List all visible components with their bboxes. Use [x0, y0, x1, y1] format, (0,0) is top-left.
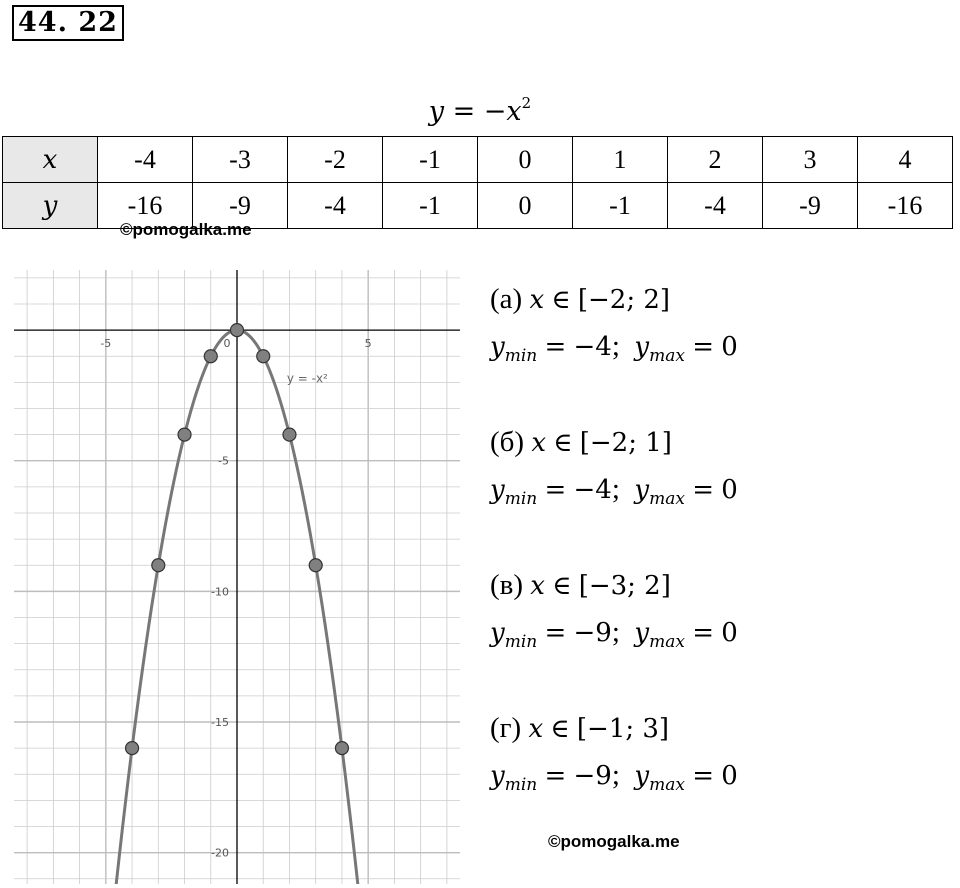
data-point — [283, 428, 296, 441]
answer-extrema: $y_{min} = -4$; $y_{max} = 0$ — [490, 473, 738, 509]
data-point — [231, 324, 244, 337]
answer-interval: (в) x ∈ [−3; 2] — [490, 569, 671, 601]
interval-value: [−1; 3] — [576, 714, 670, 744]
ymax-value: 0 — [721, 761, 738, 791]
function-formula — [0, 94, 960, 127]
ymax-value: 0 — [721, 475, 738, 505]
ymax-value: 0 — [721, 618, 738, 648]
interval-value: [−2; 2] — [577, 285, 671, 315]
table-cell: -1 — [383, 137, 478, 183]
table-cell: -9 — [193, 183, 288, 229]
answer-extrema: $y_{min} = -4$; $y_{max} = 0$ — [490, 330, 738, 366]
data-point — [257, 350, 270, 363]
answer-b — [490, 419, 950, 522]
table-header-y: y — [3, 183, 98, 229]
table-cell: 0 — [478, 137, 573, 183]
table-cell: 4 — [858, 137, 953, 183]
table-header-x: x — [3, 137, 98, 183]
data-point — [126, 742, 139, 755]
tick-labels — [100, 337, 371, 860]
answer-interval: (г) x ∈ [−1; 3] — [490, 712, 670, 744]
table-cell: -2 — [288, 137, 383, 183]
table-cell: 0 — [478, 183, 573, 229]
table-cell: -3 — [193, 137, 288, 183]
data-point — [152, 559, 165, 572]
formula-text: y = −x — [428, 96, 522, 127]
table-cell: -1 — [383, 183, 478, 229]
answers — [490, 276, 950, 848]
answer-extrema: $y_{min} = -9$; $y_{max} = 0$ — [490, 759, 738, 795]
table-row-x — [3, 137, 953, 183]
answer-label: (б) — [490, 426, 525, 458]
x-tick-label: 5 — [364, 337, 372, 351]
y-tick-label: -5 — [218, 454, 229, 468]
watermark-top: ©pomogalka.me — [120, 220, 252, 239]
table-cell: 1 — [573, 137, 668, 183]
table-cell: 2 — [668, 137, 763, 183]
y-tick-label: -20 — [211, 846, 229, 860]
data-point — [204, 350, 217, 363]
ymin-value: −4 — [573, 475, 612, 505]
function-label: y = -x² — [286, 371, 328, 386]
interval-value: [−3; 2] — [578, 571, 671, 601]
ymin-value: −9 — [573, 618, 612, 648]
formula-exponent: 2 — [521, 94, 532, 112]
answer-interval: (б) x ∈ [−2; 1] — [490, 426, 672, 458]
table-cell: -4 — [98, 137, 193, 183]
answer-label: (в) — [490, 569, 524, 601]
data-point — [178, 428, 191, 441]
table-cell: -16 — [98, 183, 193, 229]
answer-c — [490, 562, 950, 665]
parabola-graph — [14, 270, 460, 884]
answer-label: (г) — [490, 712, 522, 744]
table-cell: -4 — [288, 183, 383, 229]
y-tick-label: -15 — [211, 716, 229, 730]
ymin-value: −4 — [573, 332, 612, 362]
x-tick-label: -5 — [100, 337, 112, 351]
axes — [14, 270, 460, 884]
x-tick-label: 0 — [223, 337, 231, 351]
answer-extrema: $y_{min} = -9$; $y_{max} = 0$ — [490, 616, 738, 652]
table-cell: -1 — [573, 183, 668, 229]
answer-label: (а) — [490, 283, 523, 315]
answer-interval: (а) x ∈ [−2; 2] — [490, 283, 671, 315]
values-table — [2, 136, 953, 229]
data-point — [309, 559, 322, 572]
y-tick-label: -10 — [211, 585, 229, 599]
answer-d — [490, 705, 950, 808]
problem-number: 44. 22 — [12, 5, 124, 41]
watermark-bottom: ©pomogalka.me — [548, 832, 680, 851]
ymax-value: 0 — [721, 332, 738, 362]
ymin-value: −9 — [573, 761, 612, 791]
table-cell: -16 — [858, 183, 953, 229]
table-cell: 3 — [763, 137, 858, 183]
table-cell: -9 — [763, 183, 858, 229]
answer-a — [490, 276, 950, 379]
table-cell: -4 — [668, 183, 763, 229]
interval-value: [−2; 1] — [579, 428, 672, 458]
data-point — [335, 742, 348, 755]
